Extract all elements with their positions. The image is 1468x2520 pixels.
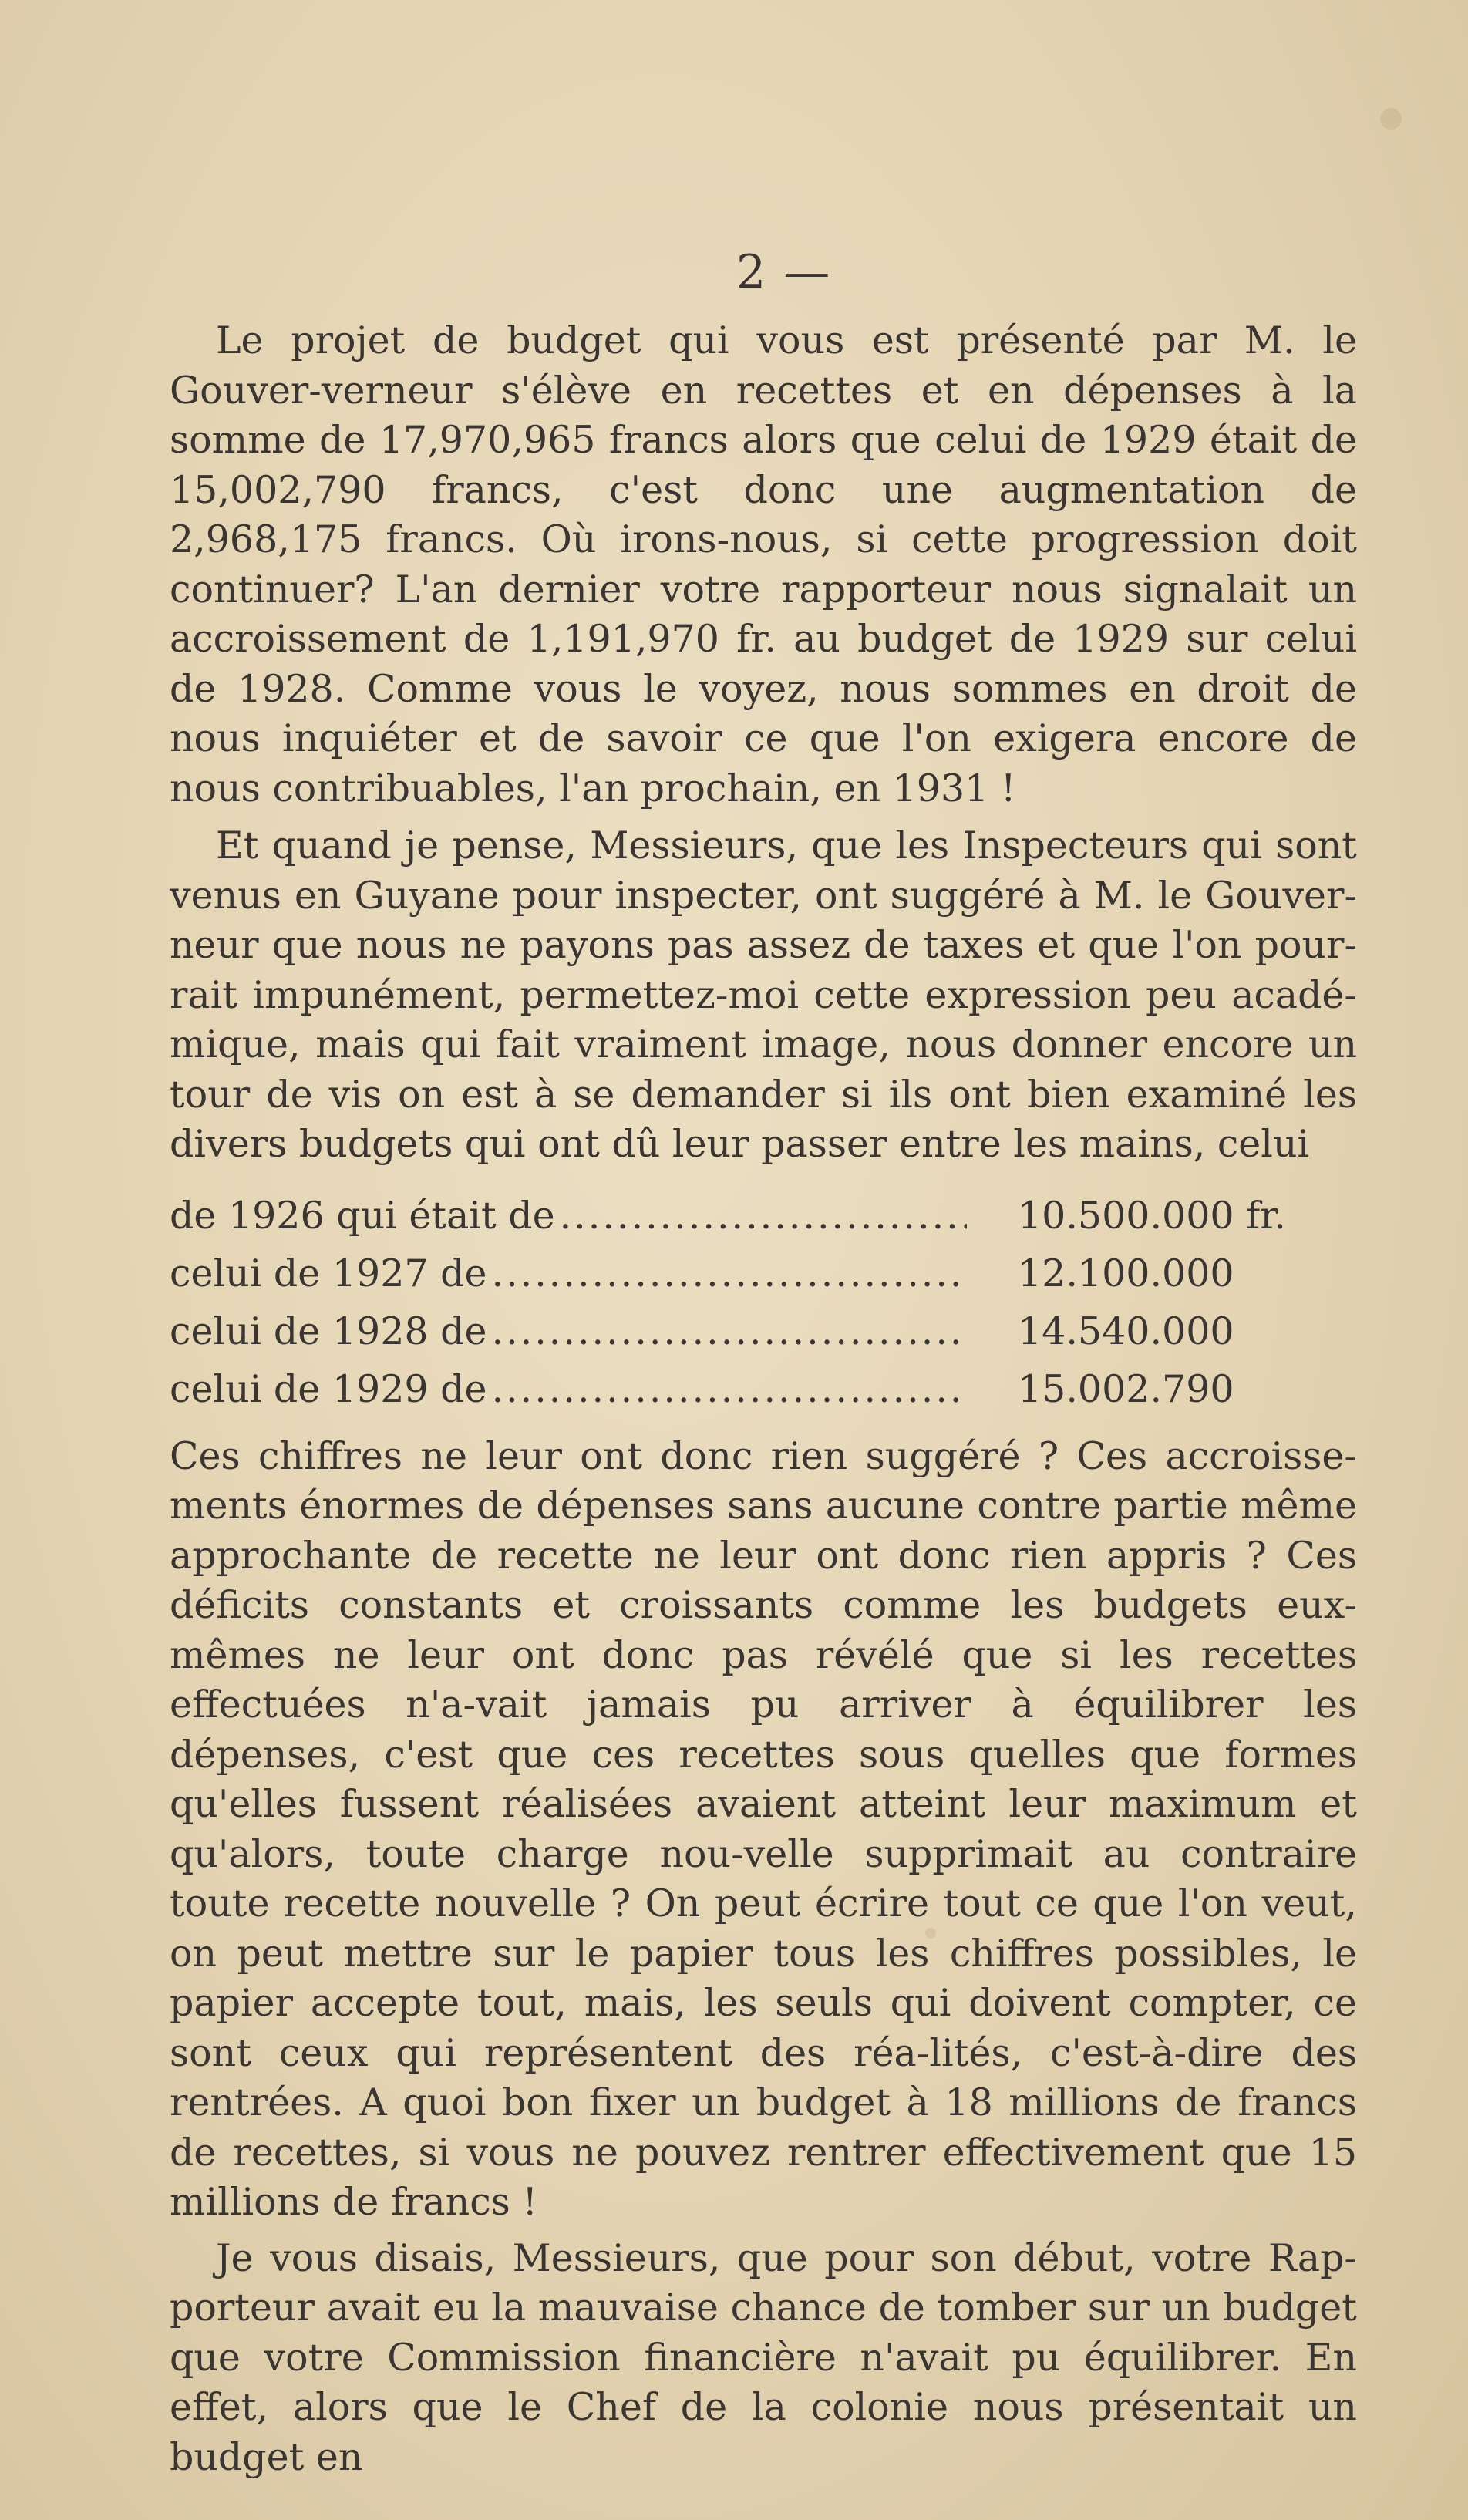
budget-row-label: celui de 1927 de [170,1251,487,1295]
budget-row [170,1187,1357,1245]
budget-row-label: celui de 1929 de [170,1366,487,1411]
paragraph-rapporteur: Je vous disais, Messieurs, que pour son début, votre Rap-porteur avait eu la mauvaise chance de tomber sur un budget que votre Commission financière n'avait pu équilibrer. En effet, alors que le Chef de la colonie nous présentait un budget en [170,2235,1357,2479]
dot-leader [492,1245,968,1302]
budget-row-amount: 12.100.000 [1018,1251,1234,1295]
budget-row [170,1245,1357,1302]
paragraph-figures: Ces chiffres ne leur ont donc rien suggéré ? Ces accroisse-ments énormes de dépenses sans aucune contre partie même approchante de recette ne leur ont donc rien appris ? Ces déficits constants et croissants comme les budgets eux-mêmes ne leur ont donc pas révélé que si les recettes effectuées n'a-vait jamais pu arriver à équilibrer les dépenses, c'est que ces recettes sous quelles que formes qu'elles fussent réalisées avaient atteint leur maximum et qu'alors, toute charge nou-velle supprimait au contraire toute recette nouvelle ? On peut écrire tout ce que l'on veut, on peut mettre sur le papier tous les chiffres possibles, le papier accepte tout, mais, les seuls qui doivent compter, ce sont ceux qui représentent des réa-lités, c'est-à-dire des rentrées. A quoi bon fixer un budget à 18 millions de francs de recettes, si vous ne pouvez rentrer effectivement que 15 millions de francs ! [170,1434,1357,2224]
budget-row-amount: 14.540.000 [1018,1309,1234,1353]
budget-table [170,1187,1357,1418]
paragraph-inspectors: Et quand je pense, Messieurs, que les Inspecteurs qui sont venus en Guyane pour inspecter, ont suggéré à M. le Gouver-neur que nous ne payons pas assez de taxes et que l'on pour-rait impunément, permettez-moi cette expression peu acadé-mique, mais qui fait vraiment image, nous donner encore un tour de vis on est à se demander si ils ont bien examiné les divers budgets qui ont dû leur passer entre les mains, celui [170,824,1357,1166]
budget-row-label: celui de 1928 de [170,1309,487,1353]
dot-leader [492,1360,968,1418]
paper-stain [1380,108,1402,130]
dot-leader [492,1302,968,1360]
budget-row-label: de 1926 qui était de [170,1193,555,1238]
budget-row [170,1302,1357,1360]
dot-leader [560,1187,967,1245]
budget-row-amount: 15.002.790 [1018,1366,1234,1411]
budget-row-amount: 10.500.000 fr. [1018,1193,1286,1238]
document-body [170,316,1357,2482]
page-number: 2 — [736,245,832,299]
budget-row [170,1360,1357,1418]
paragraph-budget-increase: Le projet de budget qui vous est présenté par M. le Gouver-verneur s'élève en recettes et en dépenses à la somme de 17,970,965 francs alors que celui de 1929 était de 15,002,790 francs, c'est donc une augmentation de 2,968,175 francs. Où irons-nous, si cette progression doit continuer? L'an dernier votre rapporteur nous signalait un accroissement de 1,191,970 fr. au budget de 1929 sur celui de 1928. Comme vous le voyez, nous sommes en droit de nous inquiéter et de savoir ce que l'on exigera encore de nous contribuables, l'an prochain, en 1931 ! [170,318,1357,810]
